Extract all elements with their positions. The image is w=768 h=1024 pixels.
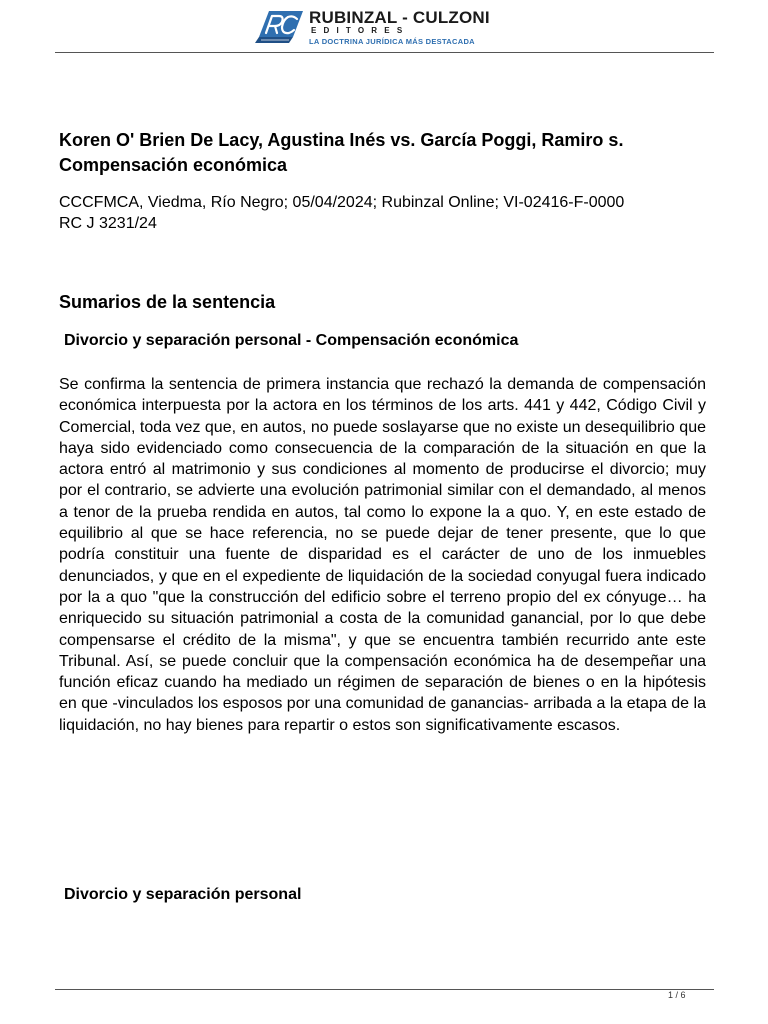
citation-reference: RC J 3231/24: [59, 215, 157, 232]
summary-body: Se confirma la sentencia de primera instancia que rechazó la demanda de compensación económica interpuesta por la actora en los términos de los arts. 441 y 442, Código Civil y Comercial, toda vez que, en autos, no puede soslayarse que no existe un desequilibrio que haya sido evidenciado como consecuencia de la comparación de la situación en que la actora entró al matrimonio y sus condiciones al momento de producirse el divorcio; muy por el contrario, se advierte una evolución patrimonial similar con el demandado, al menos a tenor de la prueba rendida en autos, tal como lo expone la a quo. Y, en este estado de equilibrio al que se hace referencia, no se puede dejar de tener presente, que lo que podría constituir una fuente de disparidad es el carácter de uno de los inmuebles denunciados, y que en el expediente de liquidación de la sociedad conyugal fuera indicado por la a quo "que la construcción del edificio sobre el terreno propio del ex cónyuge… ha enriquecido su situación patrimonial a costa de la comunidad ganancial, por lo que debe compensarse el crédito de la misma", y que se encuentra también recurrido ante este Tribunal. Así, se puede concluir que la compensación económica ha de desempeñar una función eficaz cuando ha mediado un régimen de separación de bienes o en la hipótesis en que -vinculados los esposos por una comunidad de ganancias- arribada a la etapa de la liquidación, no hay bienes para repartir o estos son significativamente escasos.: [59, 376, 706, 734]
page-number: 1 / 6: [668, 990, 686, 1000]
citation-line: CCCFMCA, Viedma, Río Negro; 05/04/2024; Rubinzal Online; VI-02416-F-0000: [59, 194, 625, 211]
publisher-logo: [253, 7, 573, 49]
page-header: [55, 0, 714, 53]
header-divider: [55, 52, 714, 53]
document-title: Koren O' Brien De Lacy, Agustina Inés vs. García Poggi, Ramiro s. Compensación económica: [59, 130, 624, 175]
brand-subtitle: EDITORES: [311, 26, 410, 35]
section-title: Sumarios de la sentencia: [59, 292, 276, 312]
summary-heading: Divorcio y separación personal - Compensación económica: [64, 332, 519, 349]
rc-emblem-icon: [253, 7, 305, 45]
citation-block: [59, 192, 719, 234]
brand-name: RUBINZAL - CULZONI: [309, 8, 490, 27]
footer-divider: [55, 989, 714, 990]
brand-tagline: LA DOCTRINA JURÍDICA MÁS DESTACADA: [309, 37, 475, 46]
summary-heading-2: Divorcio y separación personal: [64, 886, 302, 903]
